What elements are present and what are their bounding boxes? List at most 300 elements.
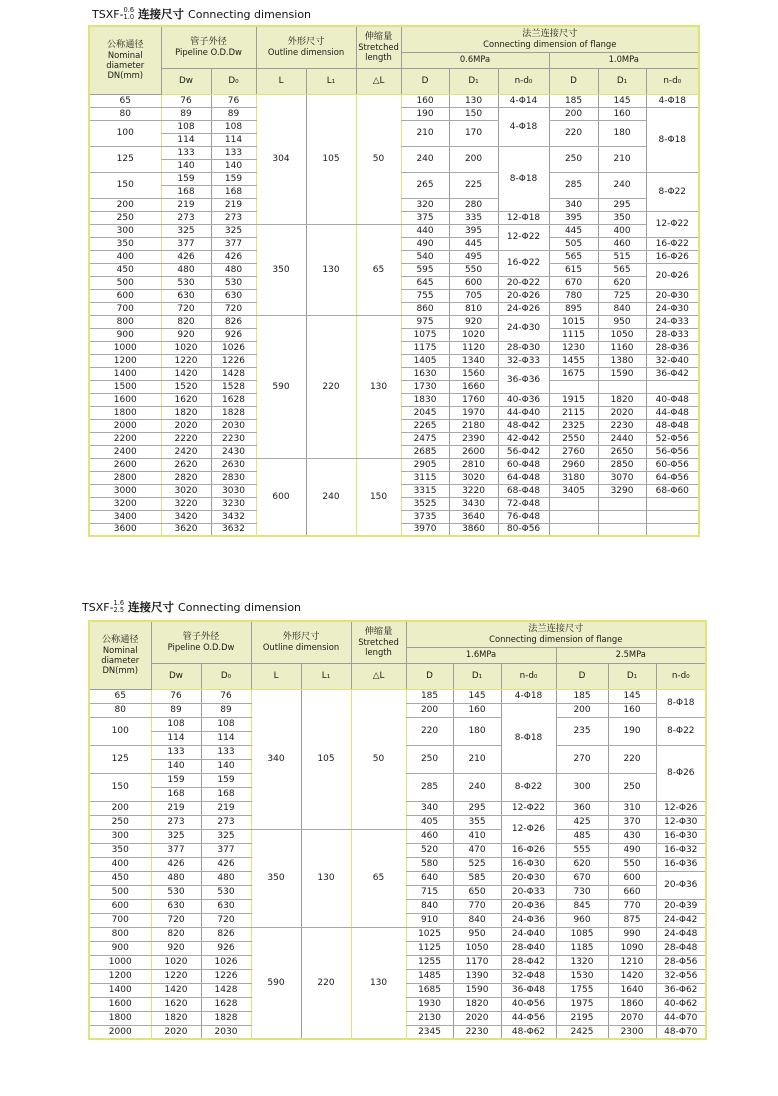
table-cell: 1405 bbox=[401, 354, 449, 367]
table-cell: 2800 bbox=[89, 471, 161, 484]
table-cell: 44-Φ70 bbox=[656, 1011, 706, 1025]
table-cell: 2070 bbox=[608, 1011, 656, 1025]
table-cell: 159 bbox=[201, 773, 251, 787]
table-cell: 40-Φ36 bbox=[498, 393, 549, 406]
table-cell: 530 bbox=[151, 885, 201, 899]
table-cell: 1628 bbox=[201, 997, 251, 1011]
table-cell: 645 bbox=[401, 276, 449, 289]
table-cell: 620 bbox=[556, 857, 608, 871]
table-cell: 250 bbox=[406, 745, 453, 773]
table-cell: 50 bbox=[351, 689, 406, 829]
table-cell bbox=[549, 380, 598, 393]
table-cell: 335 bbox=[449, 211, 498, 224]
table-cell: 159 bbox=[211, 172, 256, 185]
table-cell: 160 bbox=[453, 703, 501, 717]
table-cell: 1226 bbox=[201, 969, 251, 983]
table-cell: 130 bbox=[301, 829, 351, 927]
table-cell: 1560 bbox=[449, 367, 498, 380]
title-chinese: 连接尺寸 bbox=[138, 7, 185, 21]
table-cell: 2620 bbox=[161, 458, 211, 471]
header-line: 管子外径 bbox=[190, 35, 227, 47]
table-cell: 160 bbox=[598, 107, 646, 120]
table-cell: 300 bbox=[89, 829, 151, 843]
table-cell: 8-Φ18 bbox=[501, 703, 556, 773]
table-cell: 715 bbox=[406, 885, 453, 899]
table-cell: 125 bbox=[89, 745, 151, 773]
title-chinese: 连接尺寸 bbox=[128, 600, 175, 614]
table-cell: 240 bbox=[306, 458, 356, 536]
table-cell: 210 bbox=[453, 745, 501, 773]
table-cell: 975 bbox=[401, 315, 449, 328]
table-cell: 36-Φ62 bbox=[656, 983, 706, 997]
header-pressure-1: 1.6MPa bbox=[406, 647, 556, 663]
table-cell: 540 bbox=[401, 250, 449, 263]
table-cell: 145 bbox=[598, 94, 646, 107]
table-cell: 2030 bbox=[201, 1025, 251, 1039]
header-line: DN(mm) bbox=[102, 664, 139, 675]
header-line: Nominal bbox=[107, 49, 143, 60]
header-line: Pipeline O.D.Dw bbox=[175, 46, 242, 57]
table-cell: 480 bbox=[211, 263, 256, 276]
table-cell: 125 bbox=[89, 146, 161, 172]
table-cell: 36-Φ42 bbox=[646, 367, 699, 380]
table-cell: 130 bbox=[449, 94, 498, 107]
table-cell: 3432 bbox=[211, 510, 256, 523]
table-cell: 720 bbox=[211, 302, 256, 315]
header-line: 伸缩量 bbox=[364, 625, 393, 637]
table-cell: 108 bbox=[151, 717, 201, 731]
header-pressure-2: 2.5MPa bbox=[556, 647, 706, 663]
table-cell: 325 bbox=[211, 224, 256, 237]
table-cell: 1390 bbox=[453, 969, 501, 983]
table-cell: 630 bbox=[161, 289, 211, 302]
table-cell: 670 bbox=[556, 871, 608, 885]
table-cell: 325 bbox=[201, 829, 251, 843]
table-cell bbox=[549, 497, 598, 510]
table-cell: 2020 bbox=[161, 419, 211, 432]
table-cell: 1020 bbox=[151, 955, 201, 969]
table-cell: 285 bbox=[406, 773, 453, 801]
table-cell: 1120 bbox=[449, 341, 498, 354]
table-cell: 185 bbox=[406, 689, 453, 703]
table-cell: 16-Φ36 bbox=[656, 857, 706, 871]
table-cell: 89 bbox=[201, 703, 251, 717]
table-cell: 600 bbox=[89, 289, 161, 302]
table-cell: 2180 bbox=[449, 419, 498, 432]
table-cell: 68-Φ60 bbox=[646, 484, 699, 497]
table-cell: 140 bbox=[151, 759, 201, 773]
table-cell: 44-Φ40 bbox=[498, 406, 549, 419]
table-cell: 2685 bbox=[401, 445, 449, 458]
table-cell: 8-Φ22 bbox=[656, 717, 706, 745]
table-cell: 530 bbox=[201, 885, 251, 899]
table-cell: 210 bbox=[598, 146, 646, 172]
table-cell: 2115 bbox=[549, 406, 598, 419]
table-cell: 2475 bbox=[401, 432, 449, 445]
table-cell: 920 bbox=[161, 328, 211, 341]
table-cell: 1590 bbox=[453, 983, 501, 997]
header-outline-dimension bbox=[256, 26, 356, 68]
table-cell: 89 bbox=[151, 703, 201, 717]
table-cell: 24-Φ48 bbox=[656, 927, 706, 941]
table-cell: 1860 bbox=[608, 997, 656, 1011]
table-cell: 1455 bbox=[549, 354, 598, 367]
table-cell: 200 bbox=[89, 801, 151, 815]
table-cell: 1675 bbox=[549, 367, 598, 380]
table-cell: 340 bbox=[406, 801, 453, 815]
table-cell: 1420 bbox=[151, 983, 201, 997]
table-cell: 48-Φ70 bbox=[656, 1025, 706, 1039]
table-cell: 20-Φ39 bbox=[656, 899, 706, 913]
table1-body bbox=[89, 94, 699, 536]
table-cell: 3220 bbox=[449, 484, 498, 497]
table-row bbox=[89, 829, 706, 843]
table-cell: 485 bbox=[556, 829, 608, 843]
table-cell: 2600 bbox=[449, 445, 498, 458]
table-cell: 24-Φ30 bbox=[646, 302, 699, 315]
table-cell: 3180 bbox=[549, 471, 598, 484]
table-cell: 168 bbox=[211, 185, 256, 198]
table-cell: 310 bbox=[608, 801, 656, 815]
table-cell: 2230 bbox=[453, 1025, 501, 1039]
table-cell bbox=[598, 510, 646, 523]
table-cell: 1420 bbox=[608, 969, 656, 983]
table-cell: 375 bbox=[401, 211, 449, 224]
table-cell: 926 bbox=[201, 941, 251, 955]
table-cell: 920 bbox=[449, 315, 498, 328]
table-cell: 470 bbox=[453, 843, 501, 857]
table-cell: 1255 bbox=[406, 955, 453, 969]
table-cell: 12-Φ22 bbox=[501, 801, 556, 815]
table-cell: 219 bbox=[201, 801, 251, 815]
table-cell: 1755 bbox=[556, 983, 608, 997]
table-cell: 755 bbox=[401, 289, 449, 302]
table-cell: 60-Φ56 bbox=[646, 458, 699, 471]
table-row bbox=[89, 458, 699, 471]
table-cell: 3290 bbox=[598, 484, 646, 497]
table-cell: 273 bbox=[201, 815, 251, 829]
table-cell: 44-Φ48 bbox=[646, 406, 699, 419]
table-cell: 520 bbox=[406, 843, 453, 857]
table-cell: 133 bbox=[211, 146, 256, 159]
table-cell: 1428 bbox=[201, 983, 251, 997]
table-cell: 950 bbox=[453, 927, 501, 941]
table-cell: 910 bbox=[406, 913, 453, 927]
table-cell: 1185 bbox=[556, 941, 608, 955]
table-cell: 170 bbox=[449, 120, 498, 146]
table-cell: 3420 bbox=[161, 510, 211, 523]
table-cell bbox=[646, 523, 699, 536]
table-cell: 426 bbox=[211, 250, 256, 263]
table-cell: 1090 bbox=[608, 941, 656, 955]
table-cell: 24-Φ30 bbox=[498, 315, 549, 341]
table-cell: 725 bbox=[598, 289, 646, 302]
table-cell: 1050 bbox=[453, 941, 501, 955]
table-cell: 32-Φ40 bbox=[646, 354, 699, 367]
table-cell: 140 bbox=[211, 159, 256, 172]
table-cell: 2265 bbox=[401, 419, 449, 432]
table-cell: 3020 bbox=[161, 484, 211, 497]
table-cell: 68-Φ48 bbox=[498, 484, 549, 497]
table-cell: 620 bbox=[598, 276, 646, 289]
table-cell: 300 bbox=[556, 773, 608, 801]
table-cell: 1000 bbox=[89, 341, 161, 354]
table-cell: 2020 bbox=[151, 1025, 201, 1039]
table-cell: 1600 bbox=[89, 997, 151, 1011]
table-cell: 4-Φ18 bbox=[646, 94, 699, 107]
table-cell: 1420 bbox=[161, 367, 211, 380]
table-cell: 220 bbox=[301, 927, 351, 1039]
table-cell: 20-Φ36 bbox=[656, 871, 706, 899]
table-cell: 2820 bbox=[161, 471, 211, 484]
table-cell: 1026 bbox=[211, 341, 256, 354]
table-cell: 445 bbox=[449, 237, 498, 250]
table-cell: 20-Φ30 bbox=[501, 871, 556, 885]
table-cell: 2550 bbox=[549, 432, 598, 445]
table-cell: 377 bbox=[201, 843, 251, 857]
header-line: length bbox=[365, 646, 392, 657]
table-cell: 1200 bbox=[89, 354, 161, 367]
header-d: D bbox=[406, 663, 453, 689]
table-cell: 530 bbox=[161, 276, 211, 289]
table-cell: 780 bbox=[549, 289, 598, 302]
table-cell: 426 bbox=[151, 857, 201, 871]
table-row bbox=[89, 315, 699, 328]
table-cell: 2600 bbox=[89, 458, 161, 471]
table-cell: 48-Φ48 bbox=[646, 419, 699, 432]
table-cell: 150 bbox=[449, 107, 498, 120]
header-line: DN(mm) bbox=[107, 69, 144, 80]
table-cell: 920 bbox=[151, 941, 201, 955]
table-cell: 340 bbox=[251, 689, 301, 829]
table-cell: 960 bbox=[556, 913, 608, 927]
table-cell: 145 bbox=[453, 689, 501, 703]
table-cell: 12-Φ22 bbox=[646, 211, 699, 237]
header-pipe-od bbox=[161, 26, 256, 68]
pressure-top: 1.6 bbox=[113, 598, 125, 607]
header-line: Outline dimension bbox=[262, 641, 340, 652]
table-cell: 840 bbox=[406, 899, 453, 913]
pressure-fraction bbox=[114, 600, 125, 615]
table-cell: 2300 bbox=[608, 1025, 656, 1039]
table-cell: 219 bbox=[211, 198, 256, 211]
header-line: 管子外径 bbox=[182, 630, 220, 642]
table-cell: 1025 bbox=[406, 927, 453, 941]
table-cell: 76 bbox=[151, 689, 201, 703]
table-row bbox=[89, 224, 699, 237]
table-cell: 440 bbox=[401, 224, 449, 237]
table-cell: 1050 bbox=[598, 328, 646, 341]
table-cell: 190 bbox=[608, 717, 656, 745]
table-cell: 280 bbox=[449, 198, 498, 211]
table-cell: 250 bbox=[549, 146, 598, 172]
table-cell: 550 bbox=[449, 263, 498, 276]
header-line: Pipeline O.D.Dw bbox=[167, 641, 235, 652]
table-cell: 2020 bbox=[598, 406, 646, 419]
table-cell: 8-Φ18 bbox=[498, 146, 549, 211]
table-cell: 1160 bbox=[598, 341, 646, 354]
table-cell: 219 bbox=[161, 198, 211, 211]
model-code: TSXF- bbox=[92, 7, 124, 21]
table-cell: 720 bbox=[161, 302, 211, 315]
table-cell: 2345 bbox=[406, 1025, 453, 1039]
header-pressure-1: 0.6MPa bbox=[401, 52, 549, 68]
header-dl: △L bbox=[351, 663, 406, 689]
table-cell: 600 bbox=[89, 899, 151, 913]
table-cell: 2830 bbox=[211, 471, 256, 484]
table-cell: 76 bbox=[211, 94, 256, 107]
table-cell: 2630 bbox=[211, 458, 256, 471]
table-cell: 52-Φ56 bbox=[646, 432, 699, 445]
table-cell: 89 bbox=[161, 107, 211, 120]
table-cell: 1400 bbox=[89, 983, 151, 997]
table-cell: 64-Φ56 bbox=[646, 471, 699, 484]
table-cell: 28-Φ48 bbox=[656, 941, 706, 955]
table-cell: 1210 bbox=[608, 955, 656, 969]
table-cell: 505 bbox=[549, 237, 598, 250]
table-cell: 1930 bbox=[406, 997, 453, 1011]
header-line: 伸缩量 bbox=[364, 30, 393, 42]
header-l: L bbox=[251, 663, 301, 689]
table-cell: 840 bbox=[598, 302, 646, 315]
table-cell: 800 bbox=[89, 927, 151, 941]
table-cell: 450 bbox=[89, 871, 151, 885]
table-cell: 1800 bbox=[89, 406, 161, 419]
table-cell: 2000 bbox=[89, 419, 161, 432]
table-cell: 490 bbox=[401, 237, 449, 250]
table-cell: 65 bbox=[89, 689, 151, 703]
table-cell: 1820 bbox=[161, 406, 211, 419]
table-cell: 20-Φ22 bbox=[498, 276, 549, 289]
header-d1: D₁ bbox=[453, 663, 501, 689]
table-cell bbox=[598, 380, 646, 393]
table-cell: 8-Φ22 bbox=[646, 172, 699, 211]
header-d: D bbox=[549, 68, 598, 94]
table-cell: 235 bbox=[556, 717, 608, 745]
header-outline-dimension bbox=[251, 621, 351, 663]
table-cell: 220 bbox=[306, 315, 356, 458]
table-cell: 133 bbox=[201, 745, 251, 759]
table-cell: 40-Φ56 bbox=[501, 997, 556, 1011]
table-cell: 210 bbox=[401, 120, 449, 146]
table-cell: 32-Φ33 bbox=[498, 354, 549, 367]
table-cell: 3430 bbox=[449, 497, 498, 510]
table-cell: 2220 bbox=[161, 432, 211, 445]
table-cell: 24-Φ33 bbox=[646, 315, 699, 328]
table-cell: 640 bbox=[406, 871, 453, 885]
table-cell: 56-Φ42 bbox=[498, 445, 549, 458]
table-cell: 130 bbox=[356, 315, 401, 458]
table-cell: 240 bbox=[401, 146, 449, 172]
table-cell: 1085 bbox=[556, 927, 608, 941]
header-dw: Dw bbox=[161, 68, 211, 94]
table-cell: 150 bbox=[89, 172, 161, 198]
table1-title bbox=[92, 6, 311, 22]
table-cell: 325 bbox=[151, 829, 201, 843]
table-row bbox=[89, 689, 706, 703]
table-cell: 700 bbox=[89, 302, 161, 315]
table-cell: 28-Φ56 bbox=[656, 955, 706, 969]
table-cell: 1820 bbox=[151, 1011, 201, 1025]
header-l: L bbox=[256, 68, 306, 94]
table-cell: 40-Φ62 bbox=[656, 997, 706, 1011]
table-cell: 590 bbox=[256, 315, 306, 458]
table-cell: 480 bbox=[201, 871, 251, 885]
table-cell bbox=[646, 497, 699, 510]
table-cell: 3230 bbox=[211, 497, 256, 510]
table-cell: 3600 bbox=[89, 523, 161, 536]
table-cell: 36-Φ36 bbox=[498, 367, 549, 393]
table-cell: 360 bbox=[556, 801, 608, 815]
table-cell: 1226 bbox=[211, 354, 256, 367]
table-cell: 515 bbox=[598, 250, 646, 263]
table-cell: 1975 bbox=[556, 997, 608, 1011]
table-cell: 460 bbox=[598, 237, 646, 250]
table-cell: 3200 bbox=[89, 497, 161, 510]
table-cell: 2905 bbox=[401, 458, 449, 471]
table-cell: 1175 bbox=[401, 341, 449, 354]
table-cell: 826 bbox=[211, 315, 256, 328]
table-cell: 2195 bbox=[556, 1011, 608, 1025]
table-cell: 350 bbox=[89, 843, 151, 857]
header-line: Nominal bbox=[102, 644, 138, 655]
table-cell: 2960 bbox=[549, 458, 598, 471]
table-cell: 1125 bbox=[406, 941, 453, 955]
table-cell: 630 bbox=[151, 899, 201, 913]
table-cell: 800 bbox=[89, 315, 161, 328]
table-cell: 1528 bbox=[211, 380, 256, 393]
table-cell: 730 bbox=[556, 885, 608, 899]
table-cell: 810 bbox=[449, 302, 498, 315]
table-cell: 1020 bbox=[449, 328, 498, 341]
table-cell: 3220 bbox=[161, 497, 211, 510]
table-cell: 114 bbox=[211, 133, 256, 146]
table-cell: 430 bbox=[608, 829, 656, 843]
table-cell: 2045 bbox=[401, 406, 449, 419]
table-cell: 24-Φ36 bbox=[501, 913, 556, 927]
table-cell: 860 bbox=[401, 302, 449, 315]
table-cell: 114 bbox=[151, 731, 201, 745]
table-cell: 400 bbox=[598, 224, 646, 237]
table-cell: 36-Φ48 bbox=[501, 983, 556, 997]
table-cell: 630 bbox=[211, 289, 256, 302]
table-cell: 159 bbox=[151, 773, 201, 787]
table-cell: 1170 bbox=[453, 955, 501, 969]
table-cell bbox=[646, 380, 699, 393]
table-cell: 270 bbox=[556, 745, 608, 773]
table-cell: 3970 bbox=[401, 523, 449, 536]
table-cell: 660 bbox=[608, 885, 656, 899]
table-cell: 400 bbox=[89, 857, 151, 871]
table-cell: 20-Φ26 bbox=[498, 289, 549, 302]
table-cell: 1620 bbox=[161, 393, 211, 406]
table-cell: 590 bbox=[251, 927, 301, 1039]
table-cell: 250 bbox=[89, 815, 151, 829]
table-cell: 80-Φ56 bbox=[498, 523, 549, 536]
table-cell: 1760 bbox=[449, 393, 498, 406]
table-cell: 1000 bbox=[89, 955, 151, 969]
header-nominal-diameter bbox=[89, 621, 151, 689]
table-cell: 40-Φ48 bbox=[646, 393, 699, 406]
table-cell: 600 bbox=[449, 276, 498, 289]
table-cell: 130 bbox=[351, 927, 406, 1039]
table-cell: 1730 bbox=[401, 380, 449, 393]
table-cell: 76-Φ48 bbox=[498, 510, 549, 523]
table-cell: 550 bbox=[608, 857, 656, 871]
table-cell: 1830 bbox=[401, 393, 449, 406]
table-cell: 72-Φ48 bbox=[498, 497, 549, 510]
header-line: Stretched bbox=[358, 636, 399, 647]
